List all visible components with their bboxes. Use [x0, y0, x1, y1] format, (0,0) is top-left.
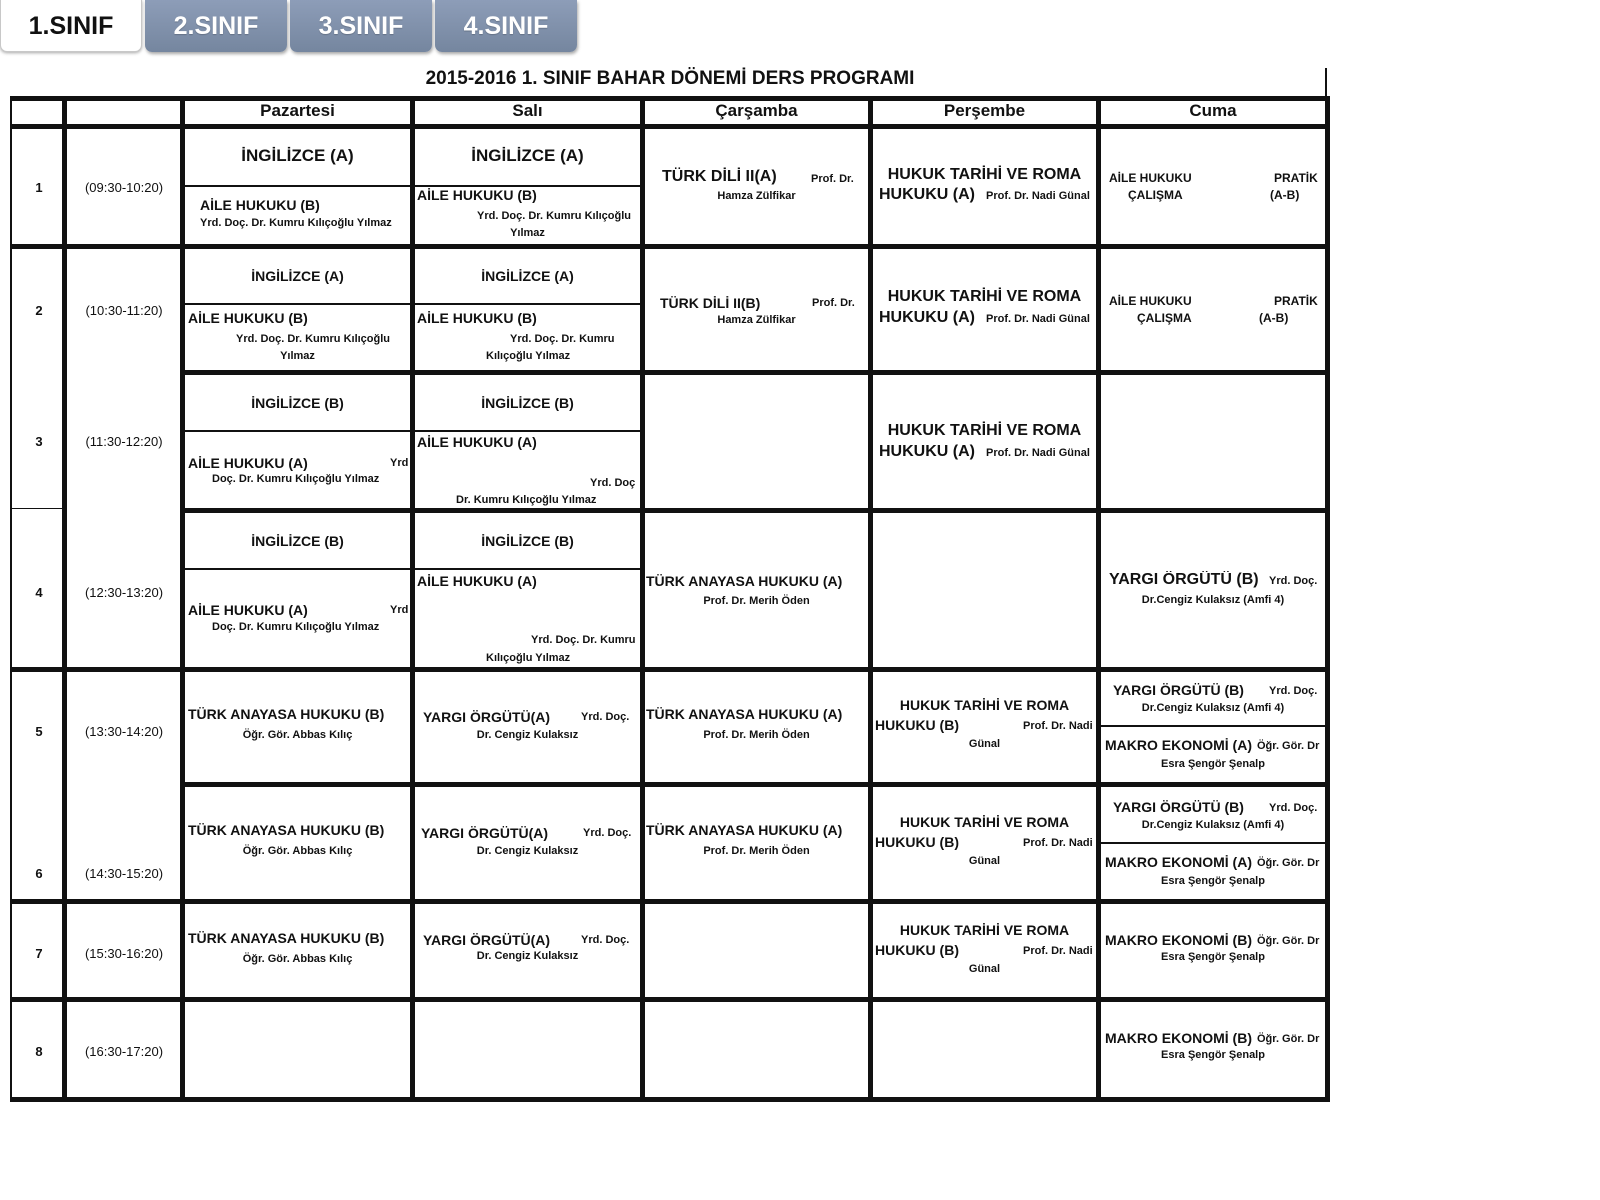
- course-name: TÜRK ANAYASA HUKUKU (B): [188, 930, 385, 946]
- instructor: Dr.Cengiz Kulaksız (Amfi 4): [1141, 819, 1285, 831]
- thu5-clip: [873, 697, 1096, 757]
- slot-time: (12:30-13:20): [84, 585, 164, 600]
- slot-time: (14:30-15:20): [84, 866, 164, 881]
- instructor: Yrd. Doç.: [581, 711, 630, 723]
- slot-time: (09:30-10:20): [84, 180, 164, 195]
- slot-number: 6: [35, 866, 43, 881]
- instructor: Yrd. Doç. Dr. Kumru: [531, 634, 636, 646]
- instructor: Öğr. Gör. Dr: [1257, 740, 1320, 752]
- course-name: YARGI ÖRGÜTÜ (B): [1113, 799, 1244, 815]
- instructor: Yrd. Doç.: [1269, 575, 1318, 587]
- day-header-cuma: Cuma: [1189, 101, 1237, 120]
- instructor: Yrd. Doç. Dr. Kumru Kılıçoğlu: [477, 210, 632, 222]
- instructor: Prof. Dr.: [811, 173, 854, 185]
- instructor: Prof. Dr. Nadi Günal: [986, 190, 1090, 202]
- course-name: PRATİK: [1274, 171, 1318, 185]
- grid-line-slot-6: [10, 899, 1330, 904]
- course-name: TÜRK ANAYASA HUKUKU (A): [646, 573, 843, 589]
- instructor: Hamza Zülfikar: [717, 190, 796, 202]
- tab-2-sinif[interactable]: 2.SINIF: [145, 0, 287, 52]
- slot-number: 8: [35, 1044, 43, 1059]
- instructor: Dr.Cengiz Kulaksız (Amfi 4): [1141, 702, 1285, 714]
- fri6-bot-clip: [1101, 852, 1325, 896]
- tab-4-sinif[interactable]: 4.SINIF: [435, 0, 577, 52]
- course-name: HUKUKU (B): [875, 717, 959, 733]
- course-name: HUKUK TARİHİ VE ROMA: [899, 922, 1070, 938]
- slot-number: 3: [35, 434, 43, 449]
- split-tue4: [415, 568, 641, 570]
- instructor: Günal: [968, 738, 1001, 750]
- grid-line-slot-3-thin: [10, 508, 65, 509]
- instructor: Prof. Dr. Merih Öden: [703, 845, 810, 857]
- split-mon2: [185, 303, 411, 305]
- split-tue2: [415, 303, 641, 305]
- course-name: İNGİLİZCE (B): [481, 395, 574, 411]
- instructor: Dr.Cengiz Kulaksız (Amfi 4): [1141, 594, 1285, 606]
- course-name: TÜRK DİLİ II(A): [662, 168, 777, 185]
- instructor: Esra Şengör Şenalp: [1161, 875, 1265, 887]
- slot-time: (10:30-11:20): [85, 303, 163, 318]
- fri2-clip: [1101, 291, 1325, 331]
- instructor: Kılıçoğlu Yılmaz: [486, 652, 571, 664]
- grid-line-header: [10, 124, 1330, 129]
- instructor: Prof. Dr.: [812, 297, 855, 309]
- course-name: YARGI ÖRGÜTÜ(A): [423, 709, 551, 725]
- course-name: (A-B): [1270, 188, 1300, 202]
- day-header-carsamba: Çarşamba: [715, 101, 798, 120]
- course-name: YARGI ÖRGÜTÜ(A): [423, 932, 551, 948]
- course-name: PRATİK: [1274, 294, 1318, 308]
- instructor: Dr. Kumru Kılıçoğlu Yılmaz: [456, 494, 597, 506]
- instructor: Günal: [968, 963, 1001, 975]
- instructor: Günal: [968, 855, 1001, 867]
- fri7-clip: [1101, 930, 1325, 974]
- instructor-clip: [415, 210, 640, 226]
- instructor: Hamza Zülfikar: [717, 314, 796, 326]
- instructor: Yrd. Doç: [590, 477, 636, 489]
- course-name: TÜRK ANAYASA HUKUKU (B): [188, 706, 385, 722]
- instructor: Prof. Dr. Nadi Günal: [986, 313, 1090, 325]
- course-name: AİLE HUKUKU (B): [417, 187, 537, 203]
- course-name: TÜRK ANAYASA HUKUKU (B): [188, 822, 385, 838]
- fri6-top-clip: [1101, 797, 1325, 839]
- course-name: HUKUK TARİHİ VE ROMA: [887, 422, 1082, 439]
- thu6-clip: [873, 814, 1096, 874]
- instructor: Kılıçoğlu Yılmaz: [486, 350, 571, 362]
- day-header-persembe: Perşembe: [943, 101, 1026, 120]
- slot-time: (11:30-12:20): [85, 434, 163, 449]
- instructor: Prof. Dr. Merih Öden: [703, 595, 810, 607]
- slot-number: 2: [35, 303, 43, 318]
- instructor: Dr. Cengiz Kulaksız: [476, 845, 579, 857]
- instructor: Öğr. Gör. Dr: [1257, 935, 1320, 947]
- fri8-clip: [1101, 1028, 1325, 1072]
- instructor: Öğr. Gör. Dr: [1257, 857, 1320, 869]
- slot-number: 5: [35, 724, 43, 739]
- grid-line-slot-1: [10, 244, 1330, 249]
- instructor: Yrd. Doç.: [1269, 685, 1318, 697]
- grid-line-slot-3: [182, 508, 1330, 513]
- course-name: İNGİLİZCE (A): [241, 146, 354, 165]
- slot-number: 4: [35, 585, 43, 600]
- instructor-clip: [415, 634, 640, 650]
- instructor: Yrd. Doç.: [1269, 802, 1318, 814]
- course-name: AİLE HUKUKU (A): [188, 602, 308, 618]
- instructor: Prof. Dr. Nadi Günal: [986, 447, 1090, 459]
- instructor: Öğr. Gör. Abbas Kılıç: [242, 953, 353, 965]
- instructor: Öğr. Gör. Dr: [1257, 1033, 1320, 1045]
- grid-line-slot-2: [182, 370, 1330, 375]
- course-name: TÜRK ANAYASA HUKUKU (A): [646, 706, 843, 722]
- course-name: YARGI ÖRGÜTÜ (B): [1109, 571, 1259, 588]
- instructor: Esra Şengör Şenalp: [1161, 758, 1265, 770]
- course-name: AİLE HUKUKU: [1109, 294, 1192, 308]
- instructor: Esra Şengör Şenalp: [1161, 951, 1265, 963]
- instructor: Dr. Cengiz Kulaksız: [476, 950, 579, 962]
- course-clip: [873, 443, 1096, 465]
- course-name: İNGİLİZCE (B): [251, 395, 344, 411]
- grid-vline-right: [1325, 96, 1330, 1102]
- slot-number: 7: [35, 946, 43, 961]
- course-name: HUKUKU (B): [875, 942, 959, 958]
- course-clip: [873, 186, 1096, 208]
- course-name: HUKUKU (A): [879, 309, 975, 326]
- instructor: Yrd. Doç. Dr. Kumru: [510, 333, 615, 345]
- fri5-bot-clip: [1101, 735, 1325, 779]
- slot-time: (16:30-17:20): [84, 1044, 164, 1059]
- course-name: HUKUKU (B): [875, 834, 959, 850]
- course-name: HUKUKU (A): [879, 443, 975, 460]
- course-name: HUKUK TARİHİ VE ROMA: [887, 288, 1082, 305]
- course-name: MAKRO EKONOMİ (A): [1105, 737, 1252, 753]
- instructor: Yrd: [390, 457, 409, 469]
- instructor: Öğr. Gör. Abbas Kılıç: [242, 845, 353, 857]
- instructor: Doç. Dr. Kumru Kılıçoğlu Yılmaz: [212, 473, 380, 485]
- tab-1-sinif[interactable]: 1.SINIF: [0, 0, 142, 52]
- course-name: AİLE HUKUKU (B): [417, 310, 537, 326]
- fri1-clip: [1101, 168, 1325, 208]
- course-name: MAKRO EKONOMİ (B): [1105, 1030, 1252, 1046]
- split-mon4: [185, 568, 411, 570]
- slot-time: (13:30-14:20): [84, 724, 164, 739]
- day-header-sali: Salı: [512, 101, 543, 120]
- grid-line-bottom: [10, 1097, 1330, 1102]
- split-tue3: [415, 430, 641, 432]
- course-name: İNGİLİZCE (B): [251, 533, 344, 549]
- course-name: YARGI ÖRGÜTÜ(A): [421, 825, 549, 841]
- fri4-clip: [1101, 571, 1325, 611]
- course-name: MAKRO EKONOMİ (B): [1105, 932, 1252, 948]
- instructor: Yılmaz: [510, 227, 545, 239]
- instructor: Prof. Dr. Nadi: [1023, 720, 1093, 732]
- split-fri5: [1100, 725, 1330, 727]
- instructor: Doç. Dr. Kumru Kılıçoğlu Yılmaz: [212, 621, 380, 633]
- course-name: AİLE HUKUKU (B): [188, 310, 308, 326]
- thu7-clip: [873, 922, 1096, 982]
- instructor: Prof. Dr. Nadi: [1023, 837, 1093, 849]
- slot-time: (15:30-16:20): [84, 946, 164, 961]
- fri5-top-clip: [1101, 680, 1325, 722]
- course-name: ÇALIŞMA: [1128, 188, 1183, 202]
- split-mon3: [185, 430, 411, 432]
- slot-number: 1: [35, 180, 43, 195]
- course-name: ÇALIŞMA: [1137, 311, 1192, 325]
- course-clip: [873, 309, 1096, 331]
- course-name: İNGİLİZCE (B): [481, 533, 574, 549]
- course-name: AİLE HUKUKU (A): [417, 434, 537, 450]
- grid-line-slot-5: [182, 782, 1330, 787]
- course-name: AİLE HUKUKU: [1109, 171, 1192, 185]
- instructor: Prof. Dr. Merih Öden: [703, 729, 810, 741]
- course-name: (A-B): [1259, 311, 1289, 325]
- grid-vline-left: [10, 96, 12, 1102]
- instructor: Öğr. Gör. Abbas Kılıç: [242, 729, 353, 741]
- course-name: AİLE HUKUKU (A): [417, 573, 537, 589]
- instructor: Yrd. Doç. Dr. Kumru Kılıçoğlu Yılmaz: [200, 217, 392, 229]
- instructor: Prof. Dr. Nadi: [1023, 945, 1093, 957]
- course-name: YARGI ÖRGÜTÜ (B): [1113, 682, 1244, 698]
- instructor: Yrd: [390, 604, 409, 616]
- tab-3-sinif[interactable]: 3.SINIF: [290, 0, 432, 52]
- course-name: HUKUK TARİHİ VE ROMA: [887, 166, 1082, 183]
- instructor: Yrd. Doç. Dr. Kumru Kılıçoğlu: [236, 333, 391, 345]
- course-name: İNGİLİZCE (A): [471, 146, 584, 165]
- course-name: HUKUKU (A): [879, 186, 975, 203]
- instructor: Yılmaz: [280, 350, 315, 362]
- split-fri6: [1100, 842, 1330, 844]
- grid-line-slot-4: [10, 667, 1330, 672]
- course-name: TÜRK DİLİ II(B): [660, 295, 761, 311]
- course-name: İNGİLİZCE (A): [481, 268, 574, 284]
- instructor: Yrd. Doç.: [581, 934, 630, 946]
- course-name: MAKRO EKONOMİ (A): [1105, 854, 1252, 870]
- schedule-title: 2015-2016 1. SINIF BAHAR DÖNEMİ DERS PROGRAMI: [425, 68, 915, 89]
- course-name: HUKUK TARİHİ VE ROMA: [899, 697, 1070, 713]
- instructor: Dr. Cengiz Kulaksız: [476, 729, 579, 741]
- course-name: HUKUK TARİHİ VE ROMA: [899, 814, 1070, 830]
- day-header-pazartesi: Pazartesi: [260, 101, 335, 120]
- course-name: TÜRK ANAYASA HUKUKU (A): [646, 822, 843, 838]
- split-mon1: [185, 185, 411, 187]
- course-name: İNGİLİZCE (A): [251, 268, 344, 284]
- course-name: AİLE HUKUKU (B): [200, 197, 320, 213]
- grid-line-slot-7: [10, 997, 1330, 1002]
- instructor: Esra Şengör Şenalp: [1161, 1049, 1265, 1061]
- instructor: Yrd. Doç.: [583, 827, 632, 839]
- course-name: AİLE HUKUKU (A): [188, 455, 308, 471]
